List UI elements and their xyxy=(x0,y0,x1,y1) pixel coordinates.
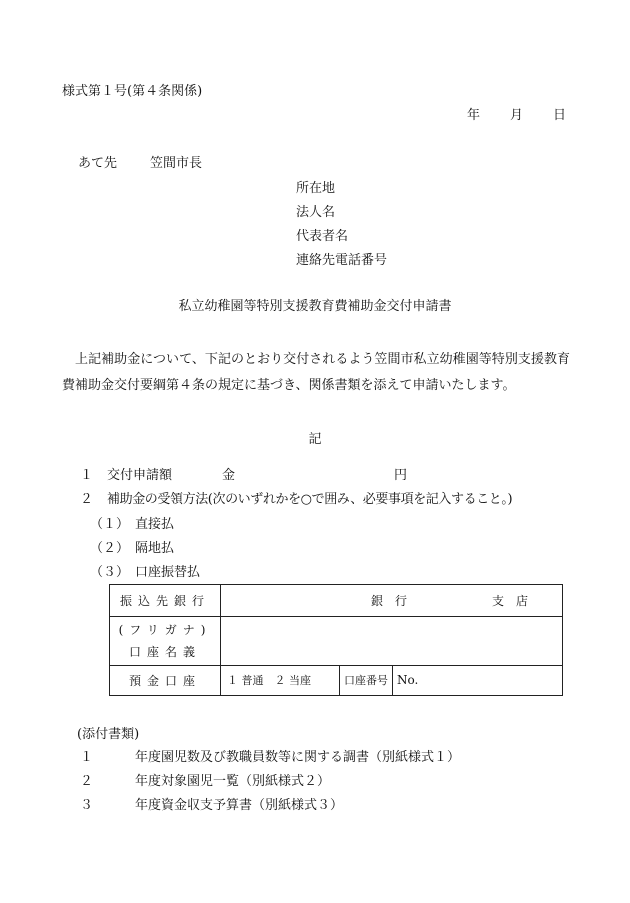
applicant-representative: 代表者名 xyxy=(296,229,349,244)
furigana-label: (フリガナ) xyxy=(118,622,212,637)
bank-suffix: 銀 行 xyxy=(371,594,408,609)
method-1-label: 直接払 xyxy=(135,517,175,532)
item1-kin: 金 xyxy=(222,468,236,483)
method-1-number: （１） xyxy=(90,517,130,532)
method-3-number: （３） xyxy=(90,565,130,580)
attachment-3-text: 年度資金収支予算書（別紙様式３） xyxy=(135,798,344,813)
date-year: 年 xyxy=(467,108,481,123)
account-name-row xyxy=(110,617,563,665)
attachments-header: (添付書類) xyxy=(77,727,140,742)
attachment-2-text: 年度対象園児一覧（別紙様式２） xyxy=(135,774,331,789)
bank-branch-cell[interactable] xyxy=(221,585,563,617)
body-paragraph: 上記補助金について、下記のとおり交付されるよう笠間市私立幼稚園等特別支援教育費補助金交付要綱第４条の規定に基づき、関係書類を添えて申請いたします。 xyxy=(62,352,570,393)
applicant-corporation: 法人名 xyxy=(296,205,336,220)
item2-number: ２ xyxy=(80,492,94,507)
bank-label: 振込先銀行 xyxy=(110,585,221,617)
document-title: 私立幼稚園等特別支援教育費補助金交付申請書 xyxy=(178,299,452,314)
applicant-phone: 連絡先電話番号 xyxy=(296,253,388,268)
account-number-cell[interactable]: No. xyxy=(393,665,563,695)
method-3-label: 口座振替払 xyxy=(135,565,201,580)
branch-suffix: 支 店 xyxy=(491,594,528,609)
item1-number: １ xyxy=(80,468,94,483)
account-name-label-cell xyxy=(110,617,221,665)
method-2-label: 隔地払 xyxy=(135,541,175,556)
account-name-label: 口座名義 xyxy=(128,644,201,659)
account-number-label: 口座番号 xyxy=(340,665,393,695)
account-name-cell[interactable] xyxy=(221,617,563,665)
date-month: 月 xyxy=(510,108,524,123)
ki-heading: 記 xyxy=(308,432,322,447)
recipient-label: あて先 xyxy=(78,156,118,171)
recipient-name: 笠間市長 xyxy=(150,156,203,171)
deposit-label: 預金口座 xyxy=(110,665,221,695)
method-2-number: （２） xyxy=(90,541,130,556)
attachment-1-text: 年度園児数及び教職員数等に関する調書（別紙様式１） xyxy=(135,750,461,765)
form-number: 様式第１号(第４条関係) xyxy=(62,84,203,99)
deposit-row xyxy=(110,665,563,695)
item1-yen: 円 xyxy=(394,468,408,483)
item1-label: 交付申請額 xyxy=(107,468,173,483)
attachment-1-number: １ xyxy=(80,750,94,765)
attachment-3-number: ３ xyxy=(80,798,94,813)
item2-label: 補助金の受領方法(次のいずれかを○で囲み、必要事項を記入すること。) xyxy=(107,492,513,507)
account-type-cell[interactable]: １ 普通 ２ 当座 xyxy=(221,665,340,695)
date-day: 日 xyxy=(553,108,567,123)
bank-row xyxy=(110,585,563,617)
bank-account-table xyxy=(109,584,563,696)
applicant-address: 所在地 xyxy=(296,181,336,196)
attachment-2-number: ２ xyxy=(80,774,94,789)
